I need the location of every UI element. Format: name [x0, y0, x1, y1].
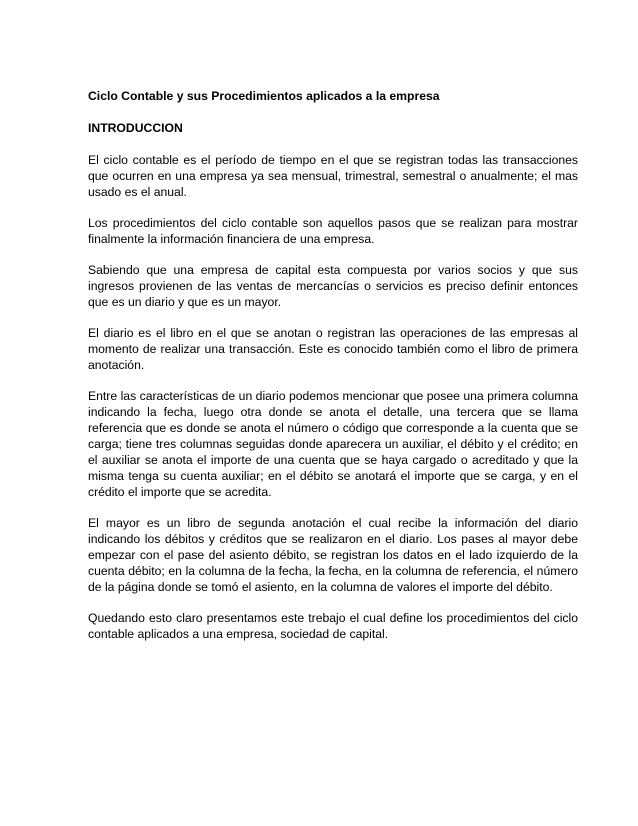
paragraph-conclusion: Quedando esto claro presentamos este trebajo el cual define los procedimientos del ciclo contable aplicados a una empresa, sociedad de capital.: [88, 611, 578, 641]
paragraph-journal-features: Entre las características de un diario podemos mencionar que posee una primera columna indicando la fecha, luego otra donde se anota el detalle, una tercera que se llama referencia que es donde se anota el número o código que corresponde a la cuenta que se carga; tiene tres columnas seguidas donde aparecera un auxiliar, el débito y el crédito; en el auxiliar se anota el importe de una cuenta que se haya cargado o acreditado y que la misma tenga su cuenta auxiliar; en el débito se anotará el importe que se carga, y en el crédito el importe que se acredita.: [88, 389, 578, 499]
paragraph-capital-company: Sabiendo que una empresa de capital esta compuesta por varios socios y que sus ingresos provienen de las ventas de mercancías o servicios es preciso definir entonces que es un diario y que es un mayor.: [88, 263, 578, 309]
paragraph-definition: El ciclo contable es el período de tiempo en el que se registran todas las transacciones que ocurren en una empresa ya sea mensual, trimestral, semestral o anualmente; el mas usado es el anual.: [88, 153, 578, 199]
paragraph-procedures: Los procedimientos del ciclo contable son aquellos pasos que se realizan para mostrar finalmente la información financiera de una empresa.: [88, 216, 578, 246]
document-title: Ciclo Contable y sus Procedimientos aplicados a la empresa: [88, 89, 440, 103]
document-page: [88, 88, 578, 657]
paragraph-ledger: El mayor es un libro de segunda anotación el cual recibe la información del diario indicando los débitos y créditos que se realizaron en el diario. Los pases al mayor debe empezar con el pase del asiento débito, se registran los datos en el lado izquierdo de la cuenta débito; en la columna de la fecha, la fecha, en la columna de referencia, el número de la página donde se tomó el asiento, en la columna de valores el importe del débito.: [88, 516, 578, 594]
paragraph-journal: El diario es el libro en el que se anotan o registran las operaciones de las empresas al momento de realizar una transacción. Este es conocido también como el libro de primera anotación.: [88, 326, 578, 372]
section-heading: INTRODUCCION: [88, 121, 183, 135]
